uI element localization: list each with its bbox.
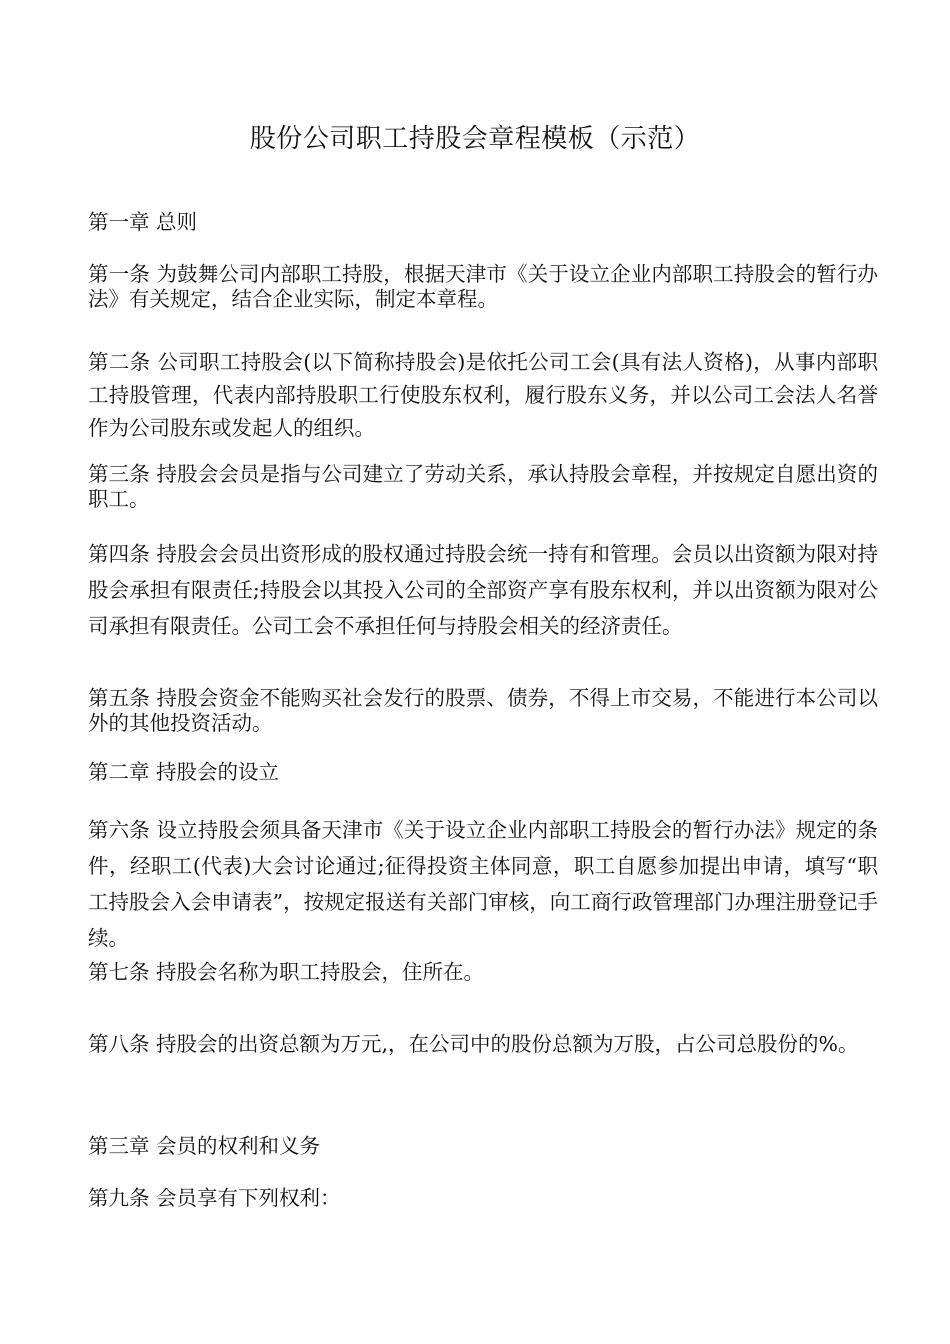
chapter-heading: 第三章 会员的权利和义务 [88,1134,321,1158]
article-paragraph: 第三条 持股会会员是指与公司建立了劳动关系，承认持股会章程，并按规定自愿出资的职工。 [88,462,878,511]
article-paragraph: 第二条 公司职工持股会(以下简称持股会)是依托公司工会(具有法人资格)，从事内部职工持股管理，代表内部持股职工行使股东权利，履行股东义务，并以公司工会法人名誉作为公司股东或发起人的组织。 [88,350,878,440]
article-paragraph: 第四条 持股会会员出资形成的股权通过持股会统一持有和管理。会员以出资额为限对持股会承担有限责任;持股会以其投入公司的全部资产享有股东权利，并以出资额为限对公司承担有限责任。公司工会不承担任何与持股会相关的经济责任。 [88,542,878,638]
chapter-heading: 第一章 总则 [88,210,198,234]
article-paragraph: 第一条 为鼓舞公司内部职工持股，根据天津市《关于设立企业内部职工持股会的暂行办法》有关规定，结合企业实际，制定本章程。 [88,262,878,311]
article-paragraph: 第八条 持股会的出资总额为万元,，在公司中的股份总额为万股，占公司总股份的%。 [88,1032,859,1056]
article-paragraph: 第九条 会员享有下列权利： [88,1186,341,1210]
article-paragraph: 第五条 持股会资金不能购买社会发行的股票、债券，不得上市交易，不能进行本公司以外的其他投资活动。 [88,686,878,735]
chapter-heading: 第二章 持股会的设立 [88,760,280,784]
article-paragraph: 第六条 设立持股会须具备天津市《关于设立企业内部职工持股会的暂行办法》规定的条件，经职工(代表)大会讨论通过;征得投资主体同意，职工自愿参加提出申请，填写“职工持股会入会申请表”，按规定报送有关部门审核，向工商行政管理部门办理注册登记手续。 [88,818,878,950]
article-paragraph: 第七条 持股会名称为职工持股会，住所在。 [88,960,485,984]
document-title: 股份公司职工持股会章程模板（示范） [249,124,701,154]
